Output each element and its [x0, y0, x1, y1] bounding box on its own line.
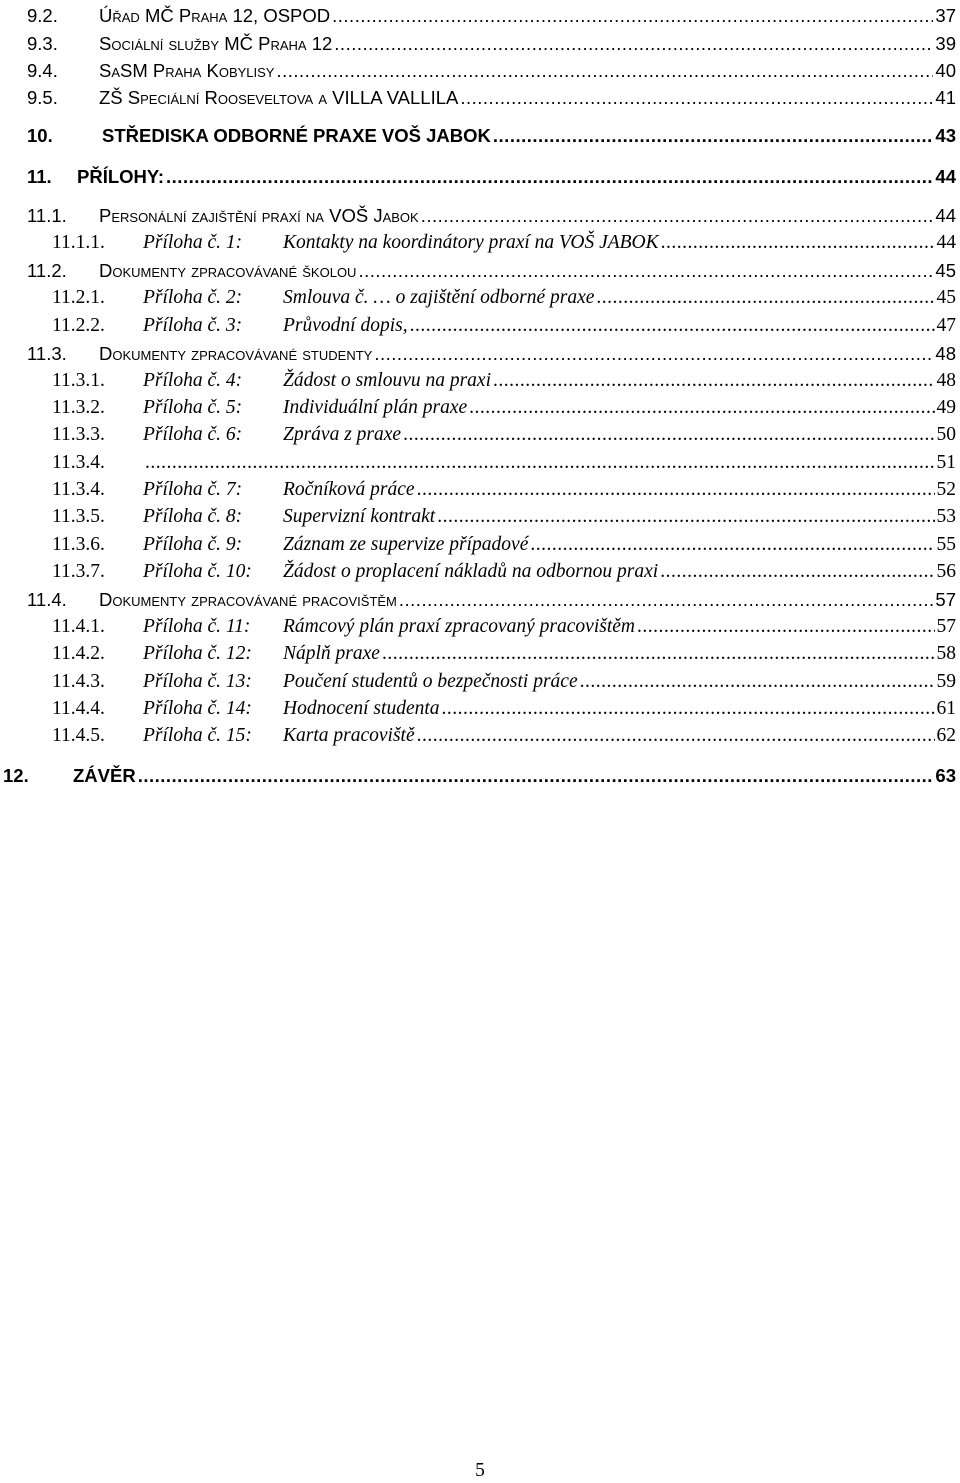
toc-entry-title: Smlouva č. … o zajištění odborné praxe	[283, 287, 595, 308]
toc-entry-title: Průvodní dopis,	[283, 315, 408, 336]
toc-entry-number: 11.	[27, 166, 52, 187]
toc-entry-page: 52	[936, 479, 956, 500]
toc-entry-title: Náplň praxe	[283, 643, 380, 664]
toc-entry-number: 11.1.1.	[52, 232, 105, 253]
toc-entry-page: 63	[935, 765, 956, 786]
toc-dot-leader	[530, 531, 934, 558]
toc-entry[interactable]	[52, 640, 956, 667]
page-number: 5	[475, 1460, 485, 1481]
toc-entry-page: 43	[935, 125, 956, 146]
toc-entry-appendix-prefix: Příloha č. 1:	[143, 232, 243, 253]
toc-entry[interactable]	[3, 762, 956, 789]
toc-dot-leader	[145, 449, 935, 476]
toc-dot-leader	[637, 613, 935, 640]
toc-entry-title: Personální zajištění praxí na VOŠ Jabok	[99, 205, 419, 226]
toc-entry-page: 39	[935, 33, 956, 54]
toc-dot-leader	[417, 476, 935, 503]
toc-entry-number: 11.4.1.	[52, 616, 105, 637]
toc-entry-appendix-prefix: Příloha č. 11:	[143, 616, 251, 637]
toc-entry[interactable]	[27, 340, 956, 367]
toc-entry-appendix-prefix: Příloha č. 12:	[143, 643, 252, 664]
toc-entry-title: Zpráva z praxe	[283, 424, 402, 445]
toc-entry-number: 11.4.	[27, 589, 67, 610]
toc-entry-appendix-prefix: Příloha č. 9:	[143, 534, 243, 555]
toc-entry-title: SaSM Praha Kobylisy	[99, 60, 275, 81]
toc-entry-page: 45	[936, 287, 956, 308]
toc-entry-number: 11.4.3.	[52, 671, 105, 692]
toc-entry-number: 11.3.6.	[52, 534, 105, 555]
toc-entry-title: Kontakty na koordinátory praxí na VOŠ JABOK	[283, 232, 659, 253]
toc-entry-page: 51	[936, 452, 956, 473]
toc-entry-appendix-prefix: Příloha č. 8:	[143, 506, 243, 527]
toc-entry-page: 44	[935, 166, 956, 187]
toc-dot-leader	[410, 312, 935, 339]
toc-entry-title: Rámcový plán praxí zpracovaný pracovištěm	[283, 616, 635, 637]
toc-entry[interactable]	[52, 695, 956, 722]
toc-entry-number: 11.2.1.	[52, 287, 105, 308]
toc-dot-leader	[276, 57, 933, 84]
toc-entry-appendix-prefix: Příloha č. 2:	[143, 287, 243, 308]
toc-entry-title: Záznam ze supervize případové	[283, 534, 529, 555]
toc-entry[interactable]	[27, 586, 956, 613]
toc-entry[interactable]	[27, 257, 956, 284]
toc-entry-appendix-prefix: Příloha č. 14:	[143, 698, 252, 719]
toc-entry-page: 47	[936, 315, 956, 336]
toc-entry-number: 11.2.2.	[52, 315, 105, 336]
toc-entry-number: 11.3.3.	[52, 424, 105, 445]
toc-dot-leader	[358, 257, 933, 284]
toc-entry-page: 50	[936, 424, 956, 445]
toc-entry-page: 59	[936, 671, 956, 692]
toc-dot-leader	[660, 558, 934, 585]
toc-dot-leader	[421, 202, 934, 229]
toc-entry-number: 9.3.	[27, 33, 58, 54]
toc-dot-leader	[166, 163, 933, 190]
toc-entry-page: 37	[935, 5, 956, 26]
toc-dot-leader	[332, 2, 933, 29]
toc-entry-appendix-prefix: Příloha č. 15:	[143, 725, 252, 746]
toc-entry-appendix-prefix: Příloha č. 3:	[143, 315, 243, 336]
toc-entry-title: ZÁVĚR	[73, 765, 136, 786]
toc-entry[interactable]	[27, 84, 956, 111]
toc-entry-page: 49	[936, 397, 956, 418]
toc-entry-number: 11.2.	[27, 260, 67, 281]
toc-entry-page: 41	[935, 87, 956, 108]
toc-entry-number: 11.1.	[27, 205, 67, 226]
toc-entry[interactable]	[52, 367, 956, 394]
toc-entry-title: Sociální služby MČ Praha 12	[99, 33, 333, 54]
toc-entry-title: STŘEDISKA ODBORNÉ PRAXE VOŠ JABOK	[102, 125, 491, 146]
toc-entry-title: Žádost o proplacení nákladů na odbornou praxi	[283, 561, 659, 582]
toc-dot-leader	[661, 229, 935, 256]
toc-entry-appendix-prefix: Příloha č. 5:	[143, 397, 243, 418]
toc-entry[interactable]	[27, 30, 956, 57]
toc-dot-leader	[442, 695, 935, 722]
toc-entry-title: Dokumenty zpracovávané školou	[99, 260, 357, 281]
toc-entry-title: Dokumenty zpracovávané studenty	[99, 343, 373, 364]
toc-entry[interactable]	[52, 558, 956, 585]
toc-entry[interactable]	[52, 613, 956, 640]
toc-entry-page: 55	[936, 534, 956, 555]
toc-dot-leader	[382, 640, 935, 667]
toc-dot-leader	[460, 84, 933, 111]
toc-entry-number: 12.	[3, 765, 29, 786]
toc-entry[interactable]	[52, 531, 956, 558]
toc-entry-page: 57	[935, 589, 956, 610]
toc-entry-title: Dokumenty zpracovávané pracovištěm	[99, 589, 397, 610]
toc-dot-leader	[437, 503, 934, 530]
toc-entry-number: 11.3.5.	[52, 506, 105, 527]
toc-entry-number: 11.3.4.	[52, 452, 105, 473]
toc-dot-leader	[493, 367, 934, 394]
toc-entry[interactable]	[52, 449, 956, 476]
toc-entry-appendix-prefix: Příloha č. 4:	[143, 370, 243, 391]
toc-entry-page: 48	[935, 343, 956, 364]
toc-entry[interactable]	[52, 421, 956, 448]
toc-entry-title: Poučení studentů o bezpečnosti práce	[283, 671, 578, 692]
toc-entry-page: 44	[936, 232, 956, 253]
toc-entry-title: Ročníková práce	[283, 479, 415, 500]
toc-entry-page: 57	[936, 616, 956, 637]
toc-entry-number: 9.2.	[27, 5, 58, 26]
toc-entry-title: Individuální plán praxe	[283, 397, 468, 418]
toc-entry-page: 62	[936, 725, 956, 746]
toc-entry-title: ZŠ Speciální Rooseveltova a VILLA VALLILA	[99, 87, 459, 108]
toc-entry-title: Supervizní kontrakt	[283, 506, 436, 527]
toc-entry-number: 11.4.5.	[52, 725, 105, 746]
toc-entry-title: PŘÍLOHY:	[77, 166, 165, 187]
toc-entry[interactable]	[52, 312, 956, 339]
toc-entry-page: 48	[936, 370, 956, 391]
toc-entry-number: 11.3.	[27, 343, 67, 364]
toc-entry-appendix-prefix: Příloha č. 10:	[143, 561, 252, 582]
toc-dot-leader	[374, 340, 933, 367]
toc-entry-title: Karta pracoviště	[283, 725, 415, 746]
toc-entry-page: 53	[936, 506, 956, 527]
toc-entry-number: 11.4.2.	[52, 643, 105, 664]
toc-entry[interactable]	[52, 394, 956, 421]
toc-entry-number: 10.	[27, 125, 53, 146]
toc-entry[interactable]	[27, 202, 956, 229]
toc-dot-leader	[580, 668, 935, 695]
toc-dot-leader	[493, 122, 934, 149]
toc-entry-page: 56	[936, 561, 956, 582]
toc-dot-leader	[403, 421, 934, 448]
toc-entry-page: 45	[935, 260, 956, 281]
toc-entry-page: 44	[935, 205, 956, 226]
toc-entry[interactable]	[52, 668, 956, 695]
toc-entry-page: 40	[935, 60, 956, 81]
toc-entry-appendix-prefix: Příloha č. 7:	[143, 479, 243, 500]
toc-entry-number: 11.3.1.	[52, 370, 105, 391]
toc-dot-leader	[596, 284, 934, 311]
toc-entry[interactable]	[27, 2, 956, 29]
toc-entry-appendix-prefix: Příloha č. 6:	[143, 424, 243, 445]
toc-entry[interactable]	[52, 722, 956, 749]
toc-dot-leader	[417, 722, 935, 749]
toc-entry-page: 58	[936, 643, 956, 664]
toc-entry-number: 11.3.7.	[52, 561, 105, 582]
toc-entry[interactable]	[27, 57, 956, 84]
toc-entry[interactable]	[52, 476, 956, 503]
toc-entry-number: 11.3.4.	[52, 479, 105, 500]
toc-entry-number: 11.3.2.	[52, 397, 105, 418]
toc-dot-leader	[399, 586, 934, 613]
toc-entry-number: 9.5.	[27, 87, 58, 108]
toc-entry-title: Hodnocení studenta	[283, 698, 440, 719]
toc-dot-leader	[469, 394, 934, 421]
toc-entry-number: 9.4.	[27, 60, 58, 81]
toc-entry-title: Úřad MČ Praha 12, OSPOD	[99, 5, 331, 26]
toc-entry[interactable]	[52, 229, 956, 256]
toc-entry-number: 11.4.4.	[52, 698, 105, 719]
toc-entry-appendix-prefix: Příloha č. 13:	[143, 671, 252, 692]
toc-entry-page: 61	[936, 698, 956, 719]
toc-dot-leader	[138, 762, 934, 789]
toc-entry-title: Žádost o smlouvu na praxi	[283, 370, 492, 391]
toc-entry[interactable]	[52, 284, 956, 311]
toc-entry[interactable]	[27, 163, 956, 190]
toc-dot-leader	[334, 30, 933, 57]
toc-entry[interactable]	[52, 503, 956, 530]
toc-entry[interactable]	[27, 122, 956, 149]
